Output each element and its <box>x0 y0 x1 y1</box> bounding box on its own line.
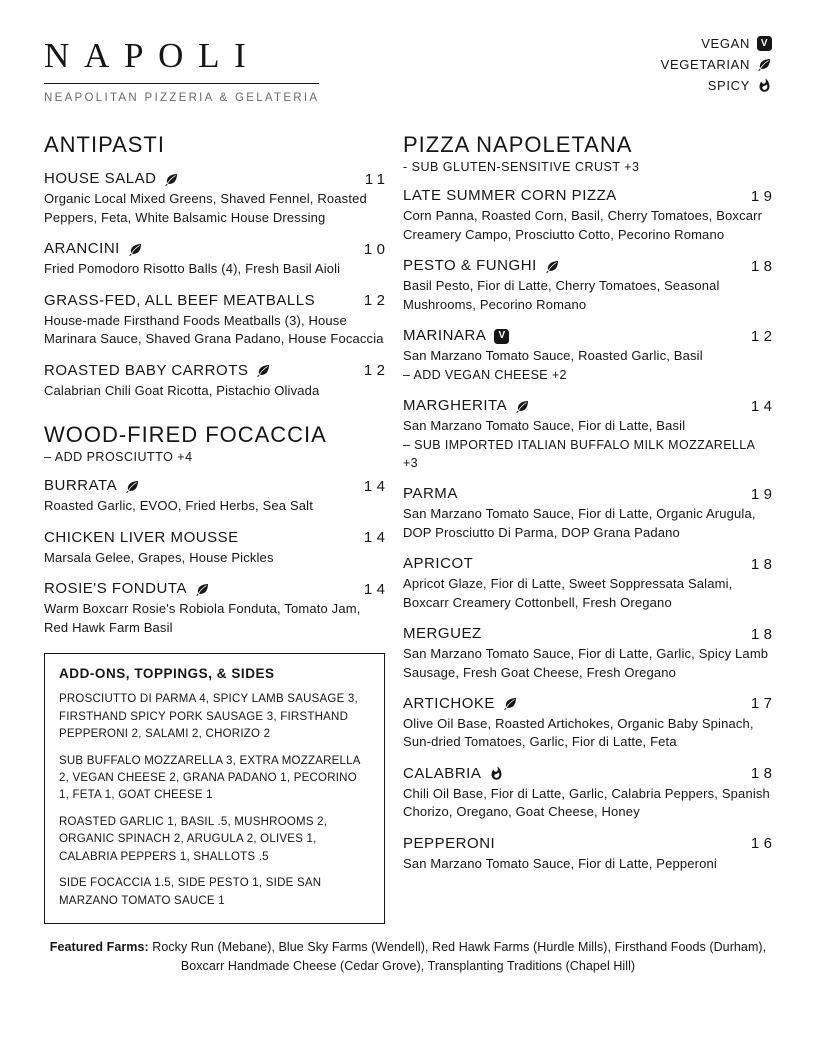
vegetarian-icon <box>125 479 140 494</box>
item-description: Apricot Glaze, Fior di Latte, Sweet Soppressata Salami, Boxcarr Creamery Cottonbell, Fresh Oregano <box>403 576 733 610</box>
item-note: – SUB IMPORTED ITALIAN BUFFALO MILK MOZZARELLA +3 <box>403 437 755 470</box>
item-name: ROASTED BABY CARROTS <box>44 361 249 379</box>
menu-item <box>403 187 777 244</box>
item-header <box>403 555 777 573</box>
item-description: Fried Pomodoro Risotto Balls (4), Fresh Basil Aioli <box>44 261 341 277</box>
featured-farms-text: Rocky Run (Mebane), Blue Sky Farms (Wendell), Red Hawk Farms (Hurdle Mills), Firsthand Foods (Durham), Boxcarr Handmade Cheese (Cedar Grove), Transplanting Traditions (Chapel Hill) <box>152 940 767 974</box>
item-description: San Marzano Tomato Sauce, Fior di Latte, Basil <box>403 418 686 434</box>
item-name: LATE SUMMER CORN PIZZA <box>403 187 617 205</box>
item-name: APRICOT <box>403 555 474 573</box>
addons-group-cheeses: SUB BUFFALO MOZZARELLA 3, EXTRA MOZZARELLA 2, VEGAN CHEESE 2, GRANA PADANO 1, PECORINO 1, FETA 1, GOAT CHEESE 1 <box>59 754 361 802</box>
item-description: Basil Pesto, Fior di Latte, Cherry Tomatoes, Seasonal Mushrooms, Pecorino Romano <box>403 278 720 312</box>
item-price: 10 <box>363 240 390 258</box>
section-title: ANTIPASTI <box>44 132 165 157</box>
featured-farms <box>44 938 772 976</box>
item-header <box>44 361 390 380</box>
menu-item <box>44 477 390 515</box>
addons-title: ADD-ONS, TOPPINGS, & SIDES <box>59 666 275 682</box>
item-header <box>403 625 777 643</box>
item-description: Olive Oil Base, Roasted Artichokes, Organic Baby Spinach, Sun-dried Tomatoes, Garlic, Fior di Latte, Feta <box>403 715 754 750</box>
section-pizza <box>403 132 777 873</box>
item-price: 18 <box>750 555 777 573</box>
menu-item <box>44 170 390 227</box>
item-header <box>403 834 777 853</box>
item-description: San Marzano Tomato Sauce, Fior di Latte, Garlic, Spicy Lamb Sausage, Fresh Goat Cheese, Fresh Oregano <box>403 646 769 680</box>
addons-group-sides: SIDE FOCACCIA 1.5, SIDE PESTO 1, SIDE SAN MARZANO TOMATO SAUCE 1 <box>59 877 322 907</box>
item-header <box>44 170 390 188</box>
item-name: HOUSE SALAD <box>44 170 157 188</box>
addons-group-meats: PROSCIUTTO DI PARMA 4, SPICY LAMB SAUSAGE 3, FIRSTHAND SPICY PORK SAUSAGE 3, FIRSTHAND PEPPERONI 2, SALAMI 2, CHORIZO 2 <box>59 693 358 741</box>
section-title: PIZZA NAPOLETANA <box>403 132 633 157</box>
brand <box>44 30 319 104</box>
legend-vegan-label: VEGAN <box>701 36 750 51</box>
brand-tagline: NEAPOLITAN PIZZERIA & GELATERIA <box>44 92 320 104</box>
item-description: Marsala Gelee, Grapes, House Pickles <box>44 549 274 565</box>
item-price: 12 <box>363 362 390 380</box>
item-price: 12 <box>750 327 777 345</box>
item-name: PARMA <box>403 485 458 503</box>
spicy-icon <box>489 766 504 781</box>
item-description: Chili Oil Base, Fior di Latte, Garlic, Calabria Peppers, Spanish Chorizo, Oregano, Goat Cheese, Honey <box>403 785 770 820</box>
menu-item <box>403 555 777 612</box>
item-price: 18 <box>750 625 777 643</box>
section-title: WOOD-FIRED FOCACCIA <box>44 422 327 448</box>
right-column <box>403 132 777 873</box>
item-name: MERGUEZ <box>403 625 482 643</box>
section-note: – ADD PROSCIUTTO +4 <box>44 450 193 465</box>
item-name: ARANCINI <box>44 240 120 258</box>
menu-item <box>403 257 777 314</box>
vegetarian-icon <box>545 259 560 274</box>
item-description: San Marzano Tomato Sauce, Fior di Latte, Organic Arugula, DOP Prosciutto Di Parma, DOP Grana Padano <box>403 506 756 540</box>
item-description: Organic Local Mixed Greens, Shaved Fennel, Roasted Peppers, Feta, White Balsamic House Dressing <box>44 191 367 225</box>
item-price: 14 <box>363 477 390 495</box>
item-price: 11 <box>364 170 390 188</box>
menu-item <box>403 327 777 384</box>
legend <box>661 30 772 93</box>
vegetarian-icon <box>164 172 179 187</box>
item-header <box>403 485 777 503</box>
item-description: San Marzano Tomato Sauce, Roasted Garlic, Basil <box>403 348 703 364</box>
item-description: Warm Boxcarr Rosie's Robiola Fonduta, Tomato Jam, Red Hawk Farm Basil <box>44 601 361 635</box>
item-price: 14 <box>363 529 390 547</box>
spicy-icon <box>757 78 772 93</box>
vegetarian-icon <box>503 696 518 711</box>
item-description: Corn Panna, Roasted Corn, Basil, Cherry Tomatoes, Boxcarr Creamery Campo, Prosciutto Cotto, Pecorino Romano <box>403 208 763 242</box>
menu-item <box>403 485 777 542</box>
item-name: PESTO & FUNGHI <box>403 257 537 275</box>
menu-item <box>44 580 390 637</box>
vegetarian-icon <box>128 242 143 257</box>
menu-columns <box>44 132 777 924</box>
item-header <box>44 528 390 547</box>
vegan-icon: V <box>757 36 772 51</box>
menu-item <box>44 528 390 567</box>
section-focaccia <box>44 422 390 637</box>
item-price: 19 <box>750 485 777 503</box>
item-name: PEPPERONI <box>403 834 496 852</box>
item-name: MARGHERITA <box>403 397 508 415</box>
item-name: BURRATA <box>44 477 118 495</box>
item-header <box>44 291 390 310</box>
item-price: 14 <box>750 397 777 415</box>
legend-vegan <box>701 36 772 51</box>
item-price: 18 <box>750 257 777 275</box>
item-name: ARTICHOKE <box>403 694 495 712</box>
item-price: 14 <box>363 580 390 598</box>
left-column <box>44 132 390 924</box>
item-name: CHICKEN LIVER MOUSSE <box>44 528 239 546</box>
item-note: – ADD VEGAN CHEESE +2 <box>403 367 567 382</box>
header <box>44 30 772 104</box>
item-description: San Marzano Tomato Sauce, Fior di Latte, Pepperoni <box>403 855 717 871</box>
menu-item <box>403 764 777 822</box>
item-header <box>403 257 777 275</box>
item-description: Roasted Garlic, EVOO, Fried Herbs, Sea Salt <box>44 498 313 514</box>
vegetarian-icon <box>515 399 530 414</box>
item-header <box>403 327 777 345</box>
menu-item <box>403 625 777 682</box>
item-price: 17 <box>750 695 777 713</box>
item-price: 12 <box>363 292 390 310</box>
item-description: Calabrian Chili Goat Ricotta, Pistachio Olivada <box>44 382 320 398</box>
item-header <box>403 694 777 713</box>
menu-item <box>44 291 390 349</box>
vegetarian-icon <box>757 57 772 72</box>
item-header <box>44 580 390 598</box>
menu-item <box>44 361 390 400</box>
section-antipasti <box>44 132 390 400</box>
vegetarian-icon <box>256 363 271 378</box>
item-price: 19 <box>750 187 777 205</box>
item-name: CALABRIA <box>403 764 482 782</box>
item-header <box>403 187 777 205</box>
menu-item <box>403 694 777 752</box>
item-price: 18 <box>750 765 777 783</box>
menu-item <box>403 834 777 873</box>
item-price: 16 <box>750 835 777 853</box>
legend-vegetarian <box>661 57 772 72</box>
menu-item <box>403 397 777 472</box>
item-header <box>44 477 390 495</box>
brand-name: NAPOLI <box>44 30 319 84</box>
item-header <box>403 397 777 415</box>
featured-farms-label: Featured Farms: <box>49 940 149 955</box>
addons-group-veggies: ROASTED GARLIC 1, BASIL .5, MUSHROOMS 2, ORGANIC SPINACH 2, ARUGULA 2, OLIVES 1, CALABRIA PEPPERS 1, SHALLOTS .5 <box>59 815 328 863</box>
section-note: - SUB GLUTEN-SENSITIVE CRUST +3 <box>403 160 640 175</box>
item-name: ROSIE'S FONDUTA <box>44 580 187 598</box>
item-header <box>403 764 777 783</box>
item-name: GRASS-FED, ALL BEEF MEATBALLS <box>44 291 316 309</box>
legend-spicy <box>708 78 772 93</box>
item-name: MARINARA <box>403 327 487 345</box>
item-header <box>44 240 390 258</box>
vegetarian-icon <box>195 582 210 597</box>
addons-box <box>44 653 385 924</box>
legend-vegetarian-label: VEGETARIAN <box>660 57 750 72</box>
item-description: House-made Firsthand Foods Meatballs (3), House Marinara Sauce, Shaved Grana Padano, House Focaccia <box>44 312 384 347</box>
menu-item <box>44 240 390 278</box>
vegan-icon: V <box>494 329 509 344</box>
legend-spicy-label: SPICY <box>707 78 750 93</box>
